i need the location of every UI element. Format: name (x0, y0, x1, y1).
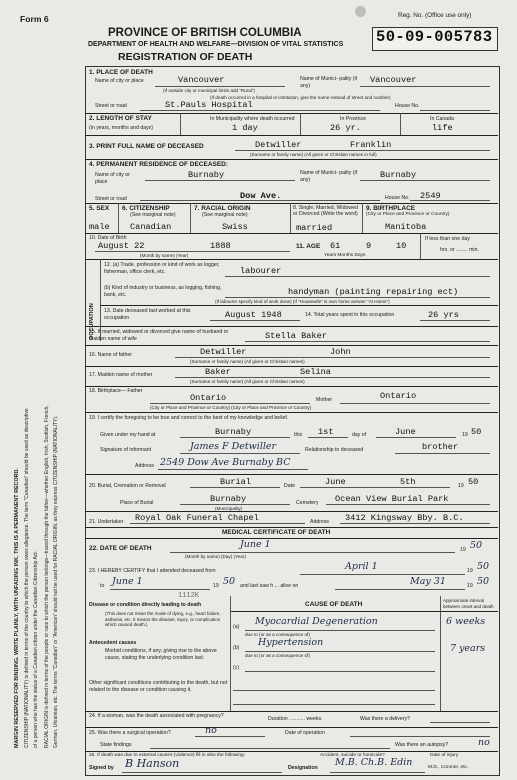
deceased-name-label: 3. PRINT FULL NAME OF DECEASED (89, 143, 204, 150)
death-year: 50 (470, 540, 483, 551)
disease-note: (This does not mean the mode of dying, e.g., heart failure, asthenia, etc. It means the disease, injury, or complication which caused death.) (105, 611, 221, 627)
residence-muni-value: Burnaby (380, 170, 417, 180)
attended-from-year: 50 (477, 561, 490, 572)
undertaker-label: 21. Undertaker (89, 519, 124, 525)
form-frame (85, 66, 500, 776)
burial-date-day: 5th (400, 477, 416, 487)
place-street-label: Street or road (95, 103, 127, 109)
sex-label: 5. SEX (89, 205, 110, 212)
last-saw-prefix: 19 (467, 583, 473, 589)
birthplace-label: 9. BIRTHPLACE (366, 205, 416, 212)
undertaker-address: 3412 Kingsway Bby. B.C. (345, 513, 464, 523)
mother-given: Selina (300, 367, 331, 377)
stay-prov-col: In Province (340, 116, 366, 122)
operation-date-label: Date of operation (285, 730, 325, 736)
father-name-sub: (Surname or family name) (All given or Christian names) (190, 359, 305, 364)
industry-value: handyman (painting repairing ect) (288, 287, 459, 297)
stay-muni-col: In Municipality where death occurred (210, 116, 295, 122)
given-day: 1st (318, 427, 334, 437)
stay-prov-value: 26 yr. (330, 123, 361, 133)
length-of-stay-sub: (in years, months and days) (89, 125, 154, 131)
margin-note-binding: MARGIN RESERVED FOR BINDING. WRITE PLAINLY, WITH UNFADING INK. THIS IS A PERMANENT RECORD. (14, 468, 20, 748)
place-muni-value: Vancouver (370, 75, 417, 85)
undertaker-address-label: Address (310, 519, 330, 525)
attended-from: April 1 (345, 561, 378, 572)
birthplace-sub: (City or Place and Province or Country) (366, 212, 450, 217)
age-hours: hrs. or ........ min. (440, 247, 479, 253)
father-name-label: 16. Name of father (89, 352, 132, 358)
undertaker-value: Royal Oak Funeral Chapel (135, 513, 259, 523)
designation-sub: M.D., Coroner, etc. (428, 765, 469, 770)
spouse-value: Stella Baker (265, 331, 327, 341)
burial-year: 50 (468, 477, 479, 487)
external-causes-label: 26. If death was due to external causes (violence) fill in also the following: (89, 753, 245, 758)
cause-of-death-title: CAUSE OF DEATH (305, 601, 363, 608)
trade-label: 12. (a) Trade, profession or kind of work as logger, fisherman, office clerk, etc. (104, 262, 220, 275)
burial-place-label: Place of Burial (120, 500, 154, 506)
birth-date-value: August 22 (98, 241, 145, 251)
industry-label: (b) Kind of industry or business, as logging, fishing, bank, etc. (104, 285, 222, 298)
burial-label: 20. Burial, Cremation or Removal (89, 483, 166, 489)
deceased-surname: Detwiller (255, 140, 302, 150)
margin-note-racial-2: German, Ukrainian, etc. The terms “Canadian” or “American” should not be used for RACIAL ORIGIN, as they express CITIZENSHIP (NATIONALITY). (53, 415, 59, 748)
department-title: DEPARTMENT OF HEALTH AND WELFARE—DIVISION OF VITAL STATISTICS (88, 41, 344, 48)
surgery-label: 25. Was there a surgical operation? (89, 730, 171, 736)
relationship-label: Relationship to deceased (305, 447, 364, 453)
given-month: June (395, 427, 416, 437)
date-of-death-value: June 1 (240, 539, 271, 550)
province-title: PROVINCE OF BRITISH COLUMBIA (108, 27, 302, 39)
cause-a-interval: 6 weeks (446, 616, 486, 627)
stay-muni-value: 1 day (232, 123, 258, 133)
pregnancy-delivery: Was there a delivery? (360, 716, 410, 722)
parents-birthplace-sub: (City or Place and Province or Country) (City or Place and Province or Country) (150, 405, 312, 410)
death-year-prefix: 19 (460, 547, 466, 553)
given-this: this (294, 432, 303, 438)
age-columns: Years Months Days (324, 253, 366, 258)
birth-year-value: 1888 (210, 241, 231, 251)
cause-a-due-to: due to (or as a consequence of) (245, 632, 310, 637)
cause-c-label: (c) (233, 665, 240, 671)
given-under-hand-label: Given under my hand at (100, 432, 156, 438)
residence-house-value: 2549 (420, 191, 441, 201)
last-saw-year: 50 (477, 576, 490, 587)
stamp-number: 1112K (178, 592, 200, 600)
place-street-value: St.Pauls Hospital (165, 100, 253, 110)
reg-number: 50-09-005783 (376, 28, 493, 46)
cause-b-value: Hypertension (258, 637, 324, 648)
attended-to: June 1 (112, 576, 143, 587)
given-day-of: day of (352, 432, 367, 438)
last-saw-label: and last saw h ... alive on (240, 583, 299, 589)
age-less-than-day: If less than one day (425, 236, 470, 242)
relationship-value: brother (422, 442, 459, 452)
designation-label: Designation (288, 765, 318, 771)
given-place: Burnaby (215, 427, 252, 437)
cemetery-label: Cemetery (296, 500, 319, 506)
stay-canada-value: life (432, 123, 453, 133)
age-label: 11. AGE (296, 243, 321, 250)
parents-birthplace-label: 18. Birthplace— Father (89, 388, 143, 394)
attended-to-label: to (100, 583, 105, 589)
trade-value: labourer (240, 266, 282, 276)
place-of-death-label: 1. PLACE OF DEATH (89, 69, 153, 76)
given-year-prefix: 19 (462, 432, 468, 438)
industry-sub: (If labourer specify kind of work done) (If “Housewife” is own home answer “At Home”) (215, 299, 390, 304)
cause-a-value: Myocardial Degeneration (255, 616, 378, 627)
racial-origin-sub: (See marginal note) (202, 212, 248, 218)
cause-b-interval: 7 years (450, 643, 486, 654)
office-use-note: Reg. No. (Office use only) (398, 12, 472, 19)
burial-place: Burnaby (210, 494, 247, 504)
informant-certify: 19. I certify the foregoing to be true and correct to the best of my knowledge and belief. (89, 415, 289, 421)
informant-signature-label: Signature of informant (100, 447, 152, 453)
informant-address: 2549 Dow Ave Burnaby BC (160, 457, 291, 468)
autopsy-label: Was there an autopsy? (395, 742, 449, 748)
residence-city-value: Burnaby (188, 170, 225, 180)
cemetery-value: Ocean View Burial Park (335, 494, 449, 504)
mother-birthplace: Ontario (380, 391, 417, 401)
interval-title: Approximate interval between onset and death (443, 598, 494, 609)
mother-name-label: 17. Maiden name of mother (89, 372, 153, 378)
racial-origin-value: Swiss (222, 222, 248, 232)
residence-street-label: Street or road (95, 196, 127, 202)
burial-muni-sub: (Municipality) (215, 506, 243, 511)
last-saw-value: May 31 (410, 576, 446, 587)
place-muni-label: Name of Munici- pality (if any) (300, 76, 358, 89)
hospital-note: (If death occurred in a hospital or institution, give the name instead of street and number) (210, 95, 391, 100)
mother-birthplace-label: Mother (316, 397, 333, 403)
spouse-label: 15. If married, widowed or divorced give name of husband or maiden name of wife (89, 329, 229, 342)
burial-year-prefix: 19 (458, 483, 464, 489)
form-number: Form 6 (20, 14, 49, 24)
antecedent-note: Morbid conditions, if any, giving rise to the above cause, stating the underlying condition last. (105, 648, 217, 661)
burial-date-month: June (325, 477, 346, 487)
signed-by-label: Signed by (89, 765, 114, 771)
cause-b-due-to: due to (or as a consequence of) (245, 653, 310, 658)
racial-origin-label: 7. RACIAL ORIGIN (194, 205, 251, 212)
attended-to-year: 50 (223, 576, 236, 587)
informant-signature: James F Detwiller (190, 441, 277, 452)
sex-value: male (89, 222, 110, 232)
place-house-label: House No. (395, 103, 420, 109)
margin-note-racial: RACIAL ORIGIN is defined in terms of the people or race to which the person belongs—traced through the father—whether English, Irish, Scottish, French, (44, 405, 50, 748)
citizenship-label: 6. CITIZENSHIP (122, 205, 170, 212)
margin-note-citizenship-2: of a person who has the status of a Canadian citizen under the Canadian Citizenship Act. (33, 550, 39, 748)
other-conditions-label: Other significant conditions contributing to the death, but not related to the disease or condition causing it. (89, 680, 228, 693)
deceased-given-names: Franklin (350, 140, 392, 150)
marital-status-value: married (296, 223, 333, 233)
years-in-occupation-label: 14. Total years spent in this occupation (305, 312, 395, 318)
age-years: 61 (330, 241, 341, 251)
autopsy-value: no (478, 737, 490, 748)
attended-to-prefix: 19 (213, 583, 219, 589)
date-of-death-sub: (Month by name) (Day) (Year) (185, 554, 246, 559)
accident-label: Accident, suicide or homicide? (320, 753, 385, 758)
binding-hole (355, 6, 366, 17)
age-months: 9 (366, 241, 372, 251)
age-days: 10 (396, 241, 407, 251)
injury-date-label: Date of injury (430, 753, 459, 758)
residence-muni-label: Name of Munici- pality (if any) (300, 170, 358, 183)
stay-canada-col: In Canada (430, 116, 454, 122)
attended-from-prefix: 19 (467, 568, 473, 574)
occupation-side-label: OCCUPATION (89, 303, 95, 340)
disease-label: Disease or condition directly leading to death (89, 602, 202, 608)
father-birthplace: Ontario (190, 393, 227, 403)
citizenship-value: Canadian (130, 222, 172, 232)
antecedent-label: Antecedent causes (89, 640, 137, 646)
cause-a-label: (a) (233, 624, 240, 630)
place-city-value: Vancouver (178, 75, 225, 85)
father-surname: Detwiller (200, 347, 247, 357)
residence-city-label: Name of city or place (95, 172, 130, 185)
birthplace-value: Manitoba (385, 222, 427, 232)
burial-value: Burial (220, 477, 251, 487)
medical-certificate-title: MEDICAL CERTIFICATE OF DEATH (222, 529, 331, 536)
length-of-stay-label: 2. LENGTH OF STAY (89, 115, 152, 122)
residence-house-label: House No. (385, 195, 410, 201)
surgery-value: no (205, 725, 217, 736)
pregnancy-label: 24. If a woman, was the death associated with pregnancy? (89, 713, 224, 719)
margin-note-citizenship: CITIZENSHIP (NATIONALITY) is defined in terms of the country to which the person owes allegiance. The term “Canadian” should be used as descriptive (24, 408, 30, 748)
marital-status-label: 8. Single, Married, Widowed or Divorced (Write the word) (293, 205, 358, 217)
mother-surname: Baker (205, 367, 231, 377)
last-worked-value: August 1948 (225, 310, 282, 320)
designation-value: M.B. Ch.B. Edin (335, 757, 413, 768)
signed-by-value: B Hanson (125, 757, 180, 770)
findings-label: State findings (100, 742, 132, 748)
deceased-name-sub: (Surname or family name) (All given or Christian names in full) (250, 152, 377, 157)
place-city-label: Name of city or place (95, 78, 144, 84)
pregnancy-duration: Duration ........... weeks. (268, 716, 323, 722)
form-title: REGISTRATION OF DEATH (118, 51, 253, 63)
birth-date-label: 10. Date of Birth (89, 235, 127, 241)
burial-date-label: Date (284, 483, 295, 489)
last-worked-label: 13. Date deceased last worked at this occupation (104, 308, 191, 321)
residence-street-value: Dow Ave. (240, 191, 282, 201)
place-city-sub: (If outside city or municipal limits add “Rural”) (163, 88, 255, 93)
informant-address-label: Address (135, 463, 155, 469)
given-year: 50 (471, 427, 482, 437)
residence-label: 4. PERMANENT RESIDENCE OF DECEASED: (89, 161, 229, 168)
years-in-occupation-value: 26 yrs (428, 310, 459, 320)
father-given: John (330, 347, 351, 357)
birth-date-sub: (Month by name) (Year) (140, 253, 189, 258)
mother-name-sub: (Surname or family name) (All given or Christian names) (190, 379, 305, 384)
cause-b-label: (b) (233, 645, 240, 651)
citizenship-sub: (See marginal note) (130, 212, 176, 218)
attended-label: 23. I HEREBY CERTIFY that I attended deceased from (89, 568, 216, 574)
date-of-death-label: 22. DATE OF DEATH (89, 545, 152, 552)
